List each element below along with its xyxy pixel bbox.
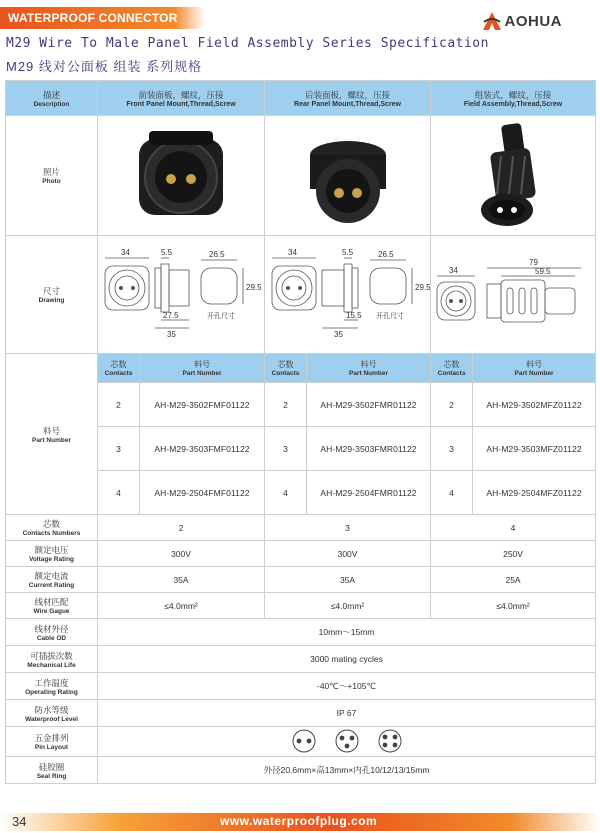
header-rear-panel: 后装面板，螺纹，压接 Rear Panel Mount,Thread,Screw bbox=[265, 81, 431, 116]
current-value: 35A bbox=[98, 567, 265, 593]
svg-text:34: 34 bbox=[121, 247, 130, 257]
svg-text:26.5: 26.5 bbox=[209, 249, 225, 259]
row-label-part-number: 料号 Part Number bbox=[6, 354, 98, 515]
part-number-cell: AH-M29-2504FMF01122 bbox=[140, 471, 265, 515]
svg-text:34: 34 bbox=[287, 247, 297, 257]
current-row bbox=[6, 567, 596, 593]
logo-text: AOHUA bbox=[504, 12, 562, 30]
drawing-rear-panel bbox=[265, 236, 431, 354]
svg-text:79: 79 bbox=[529, 257, 538, 267]
svg-text:5.5: 5.5 bbox=[161, 247, 173, 257]
row-label-drawing: 尺寸 Drawing bbox=[6, 236, 98, 354]
current-value: 35A bbox=[265, 567, 431, 593]
voltage-value: 250V bbox=[431, 541, 596, 567]
svg-text:35: 35 bbox=[167, 329, 176, 339]
table-header-row bbox=[6, 81, 596, 116]
rear-panel-connector-image bbox=[298, 125, 398, 225]
contacts-cell: 2 bbox=[431, 383, 473, 427]
contacts-cell: 3 bbox=[98, 427, 140, 471]
svg-text:27.5: 27.5 bbox=[163, 310, 179, 320]
photo-row bbox=[6, 116, 596, 236]
part-number-cell: AH-M29-3502FMR01122 bbox=[307, 383, 431, 427]
contacts-cell: 4 bbox=[431, 471, 473, 515]
current-value: 25A bbox=[431, 567, 596, 593]
svg-text:开孔尺寸: 开孔尺寸 bbox=[207, 312, 235, 320]
row-label-cable-od: 线材外径 Cable OD bbox=[6, 619, 98, 646]
field-assembly-dimension-drawing bbox=[431, 244, 595, 344]
seal-ring-value: 外径20.6mm×高13mm×内孔10/12/13/15mm bbox=[98, 757, 596, 784]
page-title-cn: M29 线对公面板 组装 系列规格 bbox=[6, 59, 203, 74]
operating-row bbox=[6, 673, 596, 700]
svg-text:开孔尺寸: 开孔尺寸 bbox=[375, 312, 404, 320]
photo-rear-panel bbox=[265, 116, 431, 236]
subheader-part-3: 料号 Part Number bbox=[473, 354, 596, 383]
brand-logo bbox=[481, 9, 563, 33]
row-label-wire: 线材匹配 Wire Gague bbox=[6, 593, 98, 619]
row-label-pin-layout: 五金排列 Pin Layout bbox=[6, 727, 98, 757]
seal-ring-row bbox=[6, 757, 596, 784]
field-assembly-connector-image bbox=[463, 120, 563, 230]
header-description: 描述 Description bbox=[6, 81, 98, 116]
pin-layout-diagrams bbox=[98, 727, 596, 757]
contacts-value: 3 bbox=[265, 515, 431, 541]
voltage-row bbox=[6, 541, 596, 567]
voltage-value: 300V bbox=[98, 541, 265, 567]
wire-value: ≤4.0mm² bbox=[98, 593, 265, 619]
contacts-cell: 2 bbox=[265, 383, 307, 427]
drawing-row bbox=[6, 236, 596, 354]
wire-value: ≤4.0mm² bbox=[265, 593, 431, 619]
contacts-numbers-row bbox=[6, 515, 596, 541]
header-front-panel: 前装面板，螺纹，压接 Front Panel Mount,Thread,Screw bbox=[98, 81, 265, 116]
drawing-front-panel bbox=[98, 236, 265, 354]
contacts-value: 2 bbox=[98, 515, 265, 541]
cable-od-row bbox=[6, 619, 596, 646]
svg-text:15.5: 15.5 bbox=[345, 310, 362, 320]
row-label-voltage: 额定电压 Voltage Rating bbox=[6, 541, 98, 567]
subheader-contacts-3: 芯数 Contacts bbox=[431, 354, 473, 383]
part-number-cell: AH-M29-3502MFZ01122 bbox=[473, 383, 596, 427]
subheader-contacts-1: 芯数 Contacts bbox=[98, 354, 140, 383]
header-field-assembly: 组装式，螺纹，压接 Field Assembly,Thread,Screw bbox=[431, 81, 596, 116]
row-label-seal-ring: 硅胶圈 Seal Ring bbox=[6, 757, 98, 784]
wire-row bbox=[6, 593, 596, 619]
top-banner bbox=[0, 7, 600, 29]
contacts-value: 4 bbox=[431, 515, 596, 541]
pin-layout-icon bbox=[282, 728, 412, 754]
part-number-cell: AH-M29-3502FMF01122 bbox=[140, 383, 265, 427]
part-number-cell: AH-M29-2504FMR01122 bbox=[307, 471, 431, 515]
waterproof-row bbox=[6, 700, 596, 727]
row-label-mech-life: 可插拔次数 Mechanical Life bbox=[6, 646, 98, 673]
row-label-current: 额定电流 Current Rating bbox=[6, 567, 98, 593]
category-title: WATERPROOF CONNECTOR bbox=[8, 11, 178, 25]
website-link[interactable]: www.waterproofplug.com bbox=[220, 814, 378, 828]
contacts-cell: 3 bbox=[265, 427, 307, 471]
spec-table bbox=[5, 80, 596, 784]
svg-text:5.5: 5.5 bbox=[341, 247, 353, 257]
footer-banner bbox=[0, 811, 600, 833]
contacts-cell: 3 bbox=[431, 427, 473, 471]
part-number-cell: AH-M29-2504MFZ01122 bbox=[473, 471, 596, 515]
subheader-contacts-2: 芯数 Contacts bbox=[265, 354, 307, 383]
voltage-value: 300V bbox=[265, 541, 431, 567]
contacts-cell: 2 bbox=[98, 383, 140, 427]
svg-text:29.5: 29.5 bbox=[246, 282, 262, 292]
cable-od-value: 10mm～15mm bbox=[98, 619, 596, 646]
operating-value: -40℃～+105℃ bbox=[98, 673, 596, 700]
mech-life-row bbox=[6, 646, 596, 673]
category-band bbox=[0, 7, 205, 29]
photo-field-assembly bbox=[431, 116, 596, 236]
part-subheader-row bbox=[6, 354, 596, 383]
photo-front-panel bbox=[98, 116, 265, 236]
page-title-en: M29 Wire To Male Panel Field Assembly Series Specification bbox=[6, 36, 489, 51]
part-number-cell: AH-M29-3503FMF01122 bbox=[140, 427, 265, 471]
part-number-cell: AH-M29-3503FMR01122 bbox=[307, 427, 431, 471]
subheader-part-1: 料号 Part Number bbox=[140, 354, 265, 383]
contacts-cell: 4 bbox=[265, 471, 307, 515]
svg-text:35: 35 bbox=[333, 329, 343, 339]
pin-layout-row bbox=[6, 727, 596, 757]
svg-text:26.5: 26.5 bbox=[377, 249, 394, 259]
contacts-cell: 4 bbox=[98, 471, 140, 515]
svg-text:34: 34 bbox=[449, 265, 458, 275]
rear-panel-dimension-drawing bbox=[266, 244, 430, 344]
row-label-contacts-numbers: 芯数 Contacts Numbers bbox=[6, 515, 98, 541]
logo-mark-icon bbox=[481, 10, 503, 32]
part-number-cell: AH-M29-3503MFZ01122 bbox=[473, 427, 596, 471]
page-number: 34 bbox=[12, 814, 27, 829]
front-panel-dimension-drawing bbox=[99, 244, 263, 344]
waterproof-value: IP 67 bbox=[98, 700, 596, 727]
drawing-field-assembly bbox=[431, 236, 596, 354]
subheader-part-2: 料号 Part Number bbox=[307, 354, 431, 383]
front-panel-connector-image bbox=[131, 125, 231, 225]
row-label-waterproof: 防水等级 Waterproof Level bbox=[6, 700, 98, 727]
row-label-photo: 照片 Photo bbox=[6, 116, 98, 236]
wire-value: ≤4.0mm² bbox=[431, 593, 596, 619]
svg-text:59.5: 59.5 bbox=[535, 266, 551, 276]
svg-text:29.5: 29.5 bbox=[414, 282, 430, 292]
mech-life-value: 3000 mating cycles bbox=[98, 646, 596, 673]
row-label-operating: 工作温度 Operating Rating bbox=[6, 673, 98, 700]
